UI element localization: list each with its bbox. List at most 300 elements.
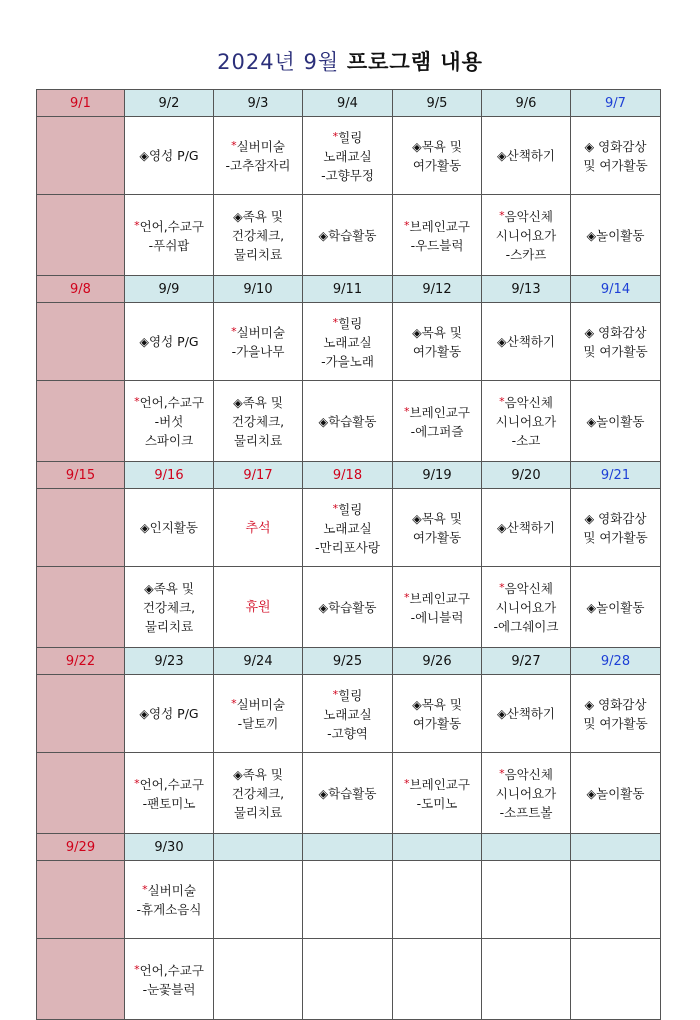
activity-text: 시니어요가 — [495, 786, 557, 801]
activity-cell — [303, 675, 393, 753]
activity-text: 시니어요가 — [495, 414, 557, 429]
activity-cell — [393, 489, 482, 567]
activity-row — [37, 381, 661, 462]
activity-text: 학습활동 — [328, 785, 377, 801]
activity-line — [127, 598, 211, 617]
activity-row — [37, 753, 661, 834]
activity-line — [127, 146, 211, 165]
activity-text: 언어,수교구 — [139, 395, 204, 410]
activity-text: 족욕 및 — [153, 580, 194, 596]
activity-text: -우드블럭 — [410, 237, 464, 253]
activity-text: 브레인교구 — [409, 590, 470, 606]
date-cell: 9/4 — [303, 90, 393, 117]
activity-cell — [482, 753, 571, 834]
activity-text: 언어,수교구 — [139, 218, 204, 234]
date-cell: 9/6 — [482, 90, 571, 117]
asterisk-icon: * — [499, 209, 505, 222]
activity-text: 브레인교구 — [409, 404, 470, 420]
activity-cell — [303, 381, 393, 462]
diamond-icon: ◈ — [139, 148, 150, 163]
activity-text: 산책하기 — [506, 520, 555, 535]
activity-cell — [571, 489, 661, 567]
activity-cell — [482, 567, 571, 648]
date-header-row — [37, 462, 661, 489]
diamond-icon: ◈ — [318, 413, 329, 429]
date-cell — [303, 834, 393, 861]
activity-row — [37, 195, 661, 276]
activity-text: -푸쉬팝 — [148, 237, 190, 253]
activity-line — [395, 695, 479, 714]
activity-text: 음악신체 — [504, 395, 553, 410]
activity-cell — [482, 381, 571, 462]
activity-text: 물리치료 — [233, 432, 283, 448]
activity-row — [37, 117, 661, 195]
activity-cell — [393, 675, 482, 753]
activity-text: -가을노래 — [321, 353, 374, 369]
activity-line — [305, 127, 390, 147]
activity-cell — [214, 939, 303, 1020]
activity-text: 힐링 — [338, 501, 363, 517]
activity-line — [573, 714, 658, 733]
activity-cell — [482, 939, 571, 1020]
activity-text: -에그퍼즐 — [410, 423, 464, 439]
asterisk-icon: * — [404, 218, 410, 232]
asterisk-icon: * — [231, 325, 237, 338]
activity-text: -스카프 — [505, 247, 547, 262]
activity-line — [216, 393, 300, 412]
asterisk-icon: * — [404, 404, 410, 418]
activity-line — [127, 774, 211, 794]
activity-line — [573, 156, 658, 175]
activity-text: 시니어요가 — [495, 600, 557, 615]
activity-text: 목욕 및 — [421, 138, 462, 154]
activity-text: 물리치료 — [233, 804, 283, 820]
activity-line — [573, 528, 658, 547]
activity-cell — [125, 303, 214, 381]
activity-row — [37, 675, 661, 753]
activity-line — [484, 226, 568, 245]
date-cell — [482, 834, 571, 861]
activity-text: 영화감상 — [594, 138, 647, 154]
diamond-icon: ◈ — [584, 324, 595, 340]
activity-text: 물리치료 — [233, 246, 283, 262]
activity-line — [127, 392, 211, 412]
activity-line — [216, 784, 300, 803]
activity-cell — [214, 753, 303, 834]
activity-text: 여가활동 — [412, 715, 462, 731]
date-cell — [393, 834, 482, 861]
activity-line — [573, 509, 658, 528]
asterisk-icon: * — [134, 218, 140, 232]
sunday-cell — [37, 753, 125, 834]
date-cell — [214, 834, 303, 861]
activity-line — [395, 588, 479, 608]
activity-text: 영성 P/G — [149, 706, 199, 721]
activity-text: 스파이크 — [144, 433, 194, 448]
activity-line — [305, 685, 390, 705]
activity-line — [127, 579, 211, 598]
activity-text: 학습활동 — [328, 413, 377, 429]
date-cell: 9/26 — [393, 648, 482, 675]
activity-line — [484, 518, 568, 537]
activity-cell — [125, 861, 214, 939]
activity-text: 목욕 및 — [421, 510, 462, 526]
activity-text: 영성 P/G — [149, 334, 199, 349]
activity-line — [216, 518, 300, 538]
activity-line — [305, 226, 390, 245]
activity-line — [127, 900, 211, 919]
activity-text: 학습활동 — [328, 599, 377, 615]
activity-line — [305, 538, 390, 557]
activity-row — [37, 861, 661, 939]
activity-text: 및 여가활동 — [583, 715, 648, 731]
activity-text: 휴원 — [245, 600, 271, 615]
activity-line — [127, 412, 211, 431]
activity-line — [216, 245, 300, 264]
activity-text: 힐링 — [338, 687, 363, 703]
asterisk-icon: * — [134, 962, 140, 976]
activity-line — [484, 431, 568, 450]
diamond-icon: ◈ — [497, 520, 507, 535]
activity-line — [305, 705, 390, 724]
activity-text: 물리치료 — [144, 618, 194, 634]
activity-text: -팬토미노 — [142, 795, 196, 811]
activity-text: -고향무정 — [321, 167, 374, 183]
activity-cell — [125, 753, 214, 834]
activity-line — [127, 518, 211, 537]
activity-cell — [393, 195, 482, 276]
activity-text: 목욕 및 — [421, 696, 462, 712]
asterisk-icon: * — [404, 590, 410, 604]
activity-line — [216, 342, 300, 361]
activity-row — [37, 303, 661, 381]
activity-line — [216, 803, 300, 822]
diamond-icon: ◈ — [412, 324, 422, 340]
activity-line — [216, 714, 300, 733]
date-cell: 9/16 — [125, 462, 214, 489]
diamond-icon: ◈ — [412, 510, 422, 526]
activity-text: 노래교실 — [323, 706, 372, 722]
activity-line — [484, 578, 568, 598]
activity-cell — [393, 939, 482, 1020]
diamond-icon: ◈ — [318, 227, 329, 243]
date-cell: 9/24 — [214, 648, 303, 675]
activity-line — [305, 412, 390, 431]
date-cell: 9/3 — [214, 90, 303, 117]
diamond-icon: ◈ — [318, 599, 329, 615]
activity-line — [127, 216, 211, 236]
diamond-icon: ◈ — [584, 138, 595, 154]
asterisk-icon: * — [231, 697, 237, 710]
asterisk-icon: * — [332, 315, 339, 329]
activity-text: 음악신체 — [504, 581, 553, 596]
sunday-cell — [37, 675, 125, 753]
asterisk-icon: * — [499, 395, 505, 408]
activity-line — [216, 597, 300, 617]
asterisk-icon: * — [332, 687, 339, 701]
activity-cell — [214, 861, 303, 939]
activity-cell — [214, 567, 303, 648]
activity-cell — [214, 489, 303, 567]
date-cell: 9/7 — [571, 90, 661, 117]
activity-row — [37, 567, 661, 648]
date-cell: 9/10 — [214, 276, 303, 303]
activity-line — [395, 714, 479, 733]
activity-line — [216, 226, 300, 245]
activity-text: 브레인교구 — [409, 776, 470, 792]
activity-cell — [214, 117, 303, 195]
date-header-row — [37, 90, 661, 117]
activity-line — [216, 765, 300, 784]
activity-line — [395, 422, 479, 441]
date-cell — [571, 834, 661, 861]
activity-cell — [125, 381, 214, 462]
date-cell: 9/28 — [571, 648, 661, 675]
activity-text: -버섯 — [154, 414, 184, 429]
diamond-icon: ◈ — [584, 510, 595, 526]
diamond-icon: ◈ — [140, 520, 150, 535]
date-cell: 9/9 — [125, 276, 214, 303]
page-title — [0, 46, 700, 76]
sunday-cell — [37, 489, 125, 567]
activity-cell — [125, 567, 214, 648]
activity-line — [395, 236, 479, 255]
date-cell: 9/30 — [125, 834, 214, 861]
activity-line — [484, 803, 568, 822]
date-cell: 9/1 — [37, 90, 125, 117]
activity-text: -가을나무 — [231, 344, 285, 359]
asterisk-icon: * — [404, 776, 410, 790]
sunday-cell — [37, 195, 125, 276]
activity-cell — [125, 675, 214, 753]
activity-cell — [125, 195, 214, 276]
activity-text: 족욕 및 — [242, 394, 283, 410]
activity-line — [484, 704, 568, 723]
date-cell: 9/17 — [214, 462, 303, 489]
activity-text: 건강체크, — [231, 227, 285, 243]
date-cell: 9/21 — [571, 462, 661, 489]
date-cell: 9/27 — [482, 648, 571, 675]
date-cell: 9/25 — [303, 648, 393, 675]
activity-text: 영화감상 — [594, 696, 647, 712]
activity-text: 영화감상 — [594, 510, 647, 526]
sunday-cell — [37, 303, 125, 381]
activity-text: -휴게소음식 — [136, 902, 202, 917]
date-cell: 9/8 — [37, 276, 125, 303]
activity-text: 족욕 및 — [242, 766, 283, 782]
activity-text: -달토끼 — [237, 716, 279, 731]
date-cell: 9/19 — [393, 462, 482, 489]
activity-text: 음악신체 — [504, 209, 553, 224]
activity-line — [305, 519, 390, 538]
activity-line — [484, 617, 568, 636]
diamond-icon: ◈ — [584, 696, 595, 712]
activity-text: 놀이활동 — [596, 227, 645, 243]
activity-cell — [393, 117, 482, 195]
activity-line — [573, 137, 658, 156]
diamond-icon: ◈ — [318, 785, 329, 801]
activity-cell — [303, 303, 393, 381]
activity-line — [395, 342, 479, 361]
activity-line — [395, 774, 479, 794]
activity-text: 놀이활동 — [596, 599, 645, 615]
activity-line — [127, 332, 211, 351]
activity-line — [127, 960, 211, 980]
activity-cell — [214, 303, 303, 381]
activity-line — [216, 156, 300, 175]
asterisk-icon: * — [332, 129, 339, 143]
activity-line — [127, 431, 211, 450]
activity-line — [573, 226, 658, 245]
activity-line — [395, 528, 479, 547]
activity-cell — [393, 861, 482, 939]
activity-line — [395, 608, 479, 627]
diamond-icon: ◈ — [586, 227, 597, 243]
activity-cell — [571, 675, 661, 753]
activity-line — [395, 509, 479, 528]
activity-line — [484, 784, 568, 803]
activity-cell — [571, 567, 661, 648]
activity-line — [573, 695, 658, 714]
activity-text: 놀이활동 — [596, 785, 645, 801]
diamond-icon: ◈ — [139, 706, 150, 721]
activity-line — [216, 322, 300, 342]
activity-line — [484, 146, 568, 165]
diamond-icon: ◈ — [586, 599, 597, 615]
activity-line — [305, 333, 390, 352]
date-cell: 9/22 — [37, 648, 125, 675]
activity-text: -에그쉐이크 — [493, 619, 559, 634]
title-rest: 프로그램 내용 — [346, 50, 483, 74]
activity-line — [216, 136, 300, 156]
activity-line — [395, 156, 479, 175]
asterisk-icon: * — [499, 767, 505, 780]
activity-line — [216, 207, 300, 226]
activity-cell — [393, 303, 482, 381]
diamond-icon: ◈ — [412, 696, 422, 712]
activity-line — [484, 332, 568, 351]
date-cell: 9/5 — [393, 90, 482, 117]
sunday-cell — [37, 381, 125, 462]
date-cell: 9/13 — [482, 276, 571, 303]
activity-line — [484, 245, 568, 264]
activity-line — [127, 617, 211, 636]
activity-cell — [214, 675, 303, 753]
diamond-icon: ◈ — [497, 148, 507, 163]
activity-line — [395, 323, 479, 342]
activity-text: 추석 — [245, 520, 271, 536]
activity-cell — [571, 753, 661, 834]
activity-text: 영성 P/G — [149, 148, 199, 163]
activity-line — [573, 598, 658, 617]
activity-text: 놀이활동 — [596, 413, 645, 429]
activity-line — [127, 794, 211, 813]
sunday-cell — [37, 117, 125, 195]
asterisk-icon: * — [231, 139, 237, 152]
diamond-icon: ◈ — [233, 208, 243, 224]
date-cell: 9/18 — [303, 462, 393, 489]
activity-line — [127, 880, 211, 900]
activity-text: 시니어요가 — [495, 228, 557, 243]
activity-line — [305, 784, 390, 803]
asterisk-icon: * — [134, 776, 140, 790]
activity-row — [37, 939, 661, 1020]
activity-line — [573, 323, 658, 342]
asterisk-icon: * — [142, 883, 148, 896]
date-cell: 9/15 — [37, 462, 125, 489]
activity-cell — [303, 861, 393, 939]
asterisk-icon: * — [134, 395, 140, 408]
activity-text: 영화감상 — [594, 324, 647, 340]
activity-text: 실버미술 — [236, 139, 285, 154]
activity-text: 노래교실 — [323, 520, 372, 536]
activity-text: -만리포사랑 — [315, 539, 380, 555]
activity-text: 목욕 및 — [421, 324, 462, 340]
diamond-icon: ◈ — [586, 785, 597, 801]
date-cell: 9/11 — [303, 276, 393, 303]
activity-text: 산책하기 — [506, 706, 555, 721]
sunday-cell — [37, 861, 125, 939]
activity-cell — [393, 753, 482, 834]
activity-text: 여가활동 — [412, 529, 462, 545]
activity-line — [395, 794, 479, 813]
activity-cell — [214, 381, 303, 462]
activity-cell — [571, 381, 661, 462]
activity-text: -도미노 — [416, 795, 458, 811]
activity-cell — [482, 303, 571, 381]
activity-text: 건강체크, — [142, 599, 196, 615]
activity-line — [395, 216, 479, 236]
activity-text: 인지활동 — [149, 520, 198, 535]
date-header-row — [37, 276, 661, 303]
activity-line — [305, 147, 390, 166]
activity-text: 학습활동 — [328, 227, 377, 243]
diamond-icon: ◈ — [497, 706, 507, 721]
activity-text: 건강체크, — [231, 413, 285, 429]
diamond-icon: ◈ — [139, 334, 150, 349]
activity-line — [573, 784, 658, 803]
activity-text: 및 여가활동 — [583, 343, 648, 359]
sunday-cell — [37, 567, 125, 648]
activity-cell — [482, 117, 571, 195]
activity-row — [37, 489, 661, 567]
program-calendar — [36, 89, 661, 1020]
date-cell: 9/14 — [571, 276, 661, 303]
diamond-icon: ◈ — [412, 138, 422, 154]
activity-text: 여가활동 — [412, 343, 462, 359]
diamond-icon: ◈ — [586, 413, 597, 429]
activity-line — [305, 598, 390, 617]
activity-line — [127, 704, 211, 723]
sunday-cell — [37, 939, 125, 1020]
activity-cell — [571, 303, 661, 381]
activity-line — [305, 313, 390, 333]
activity-line — [573, 342, 658, 361]
activity-line — [573, 412, 658, 431]
activity-text: 및 여가활동 — [583, 529, 648, 545]
activity-cell — [303, 195, 393, 276]
activity-text: 산책하기 — [506, 334, 555, 349]
date-header-row — [37, 834, 661, 861]
activity-line — [484, 764, 568, 784]
activity-text: -눈꽃블럭 — [142, 981, 196, 997]
activity-text: 힐링 — [338, 129, 363, 145]
asterisk-icon: * — [332, 501, 339, 515]
activity-text: -고추잠자리 — [225, 158, 291, 173]
activity-line — [305, 352, 390, 371]
date-cell: 9/20 — [482, 462, 571, 489]
activity-text: 실버미술 — [236, 325, 285, 340]
